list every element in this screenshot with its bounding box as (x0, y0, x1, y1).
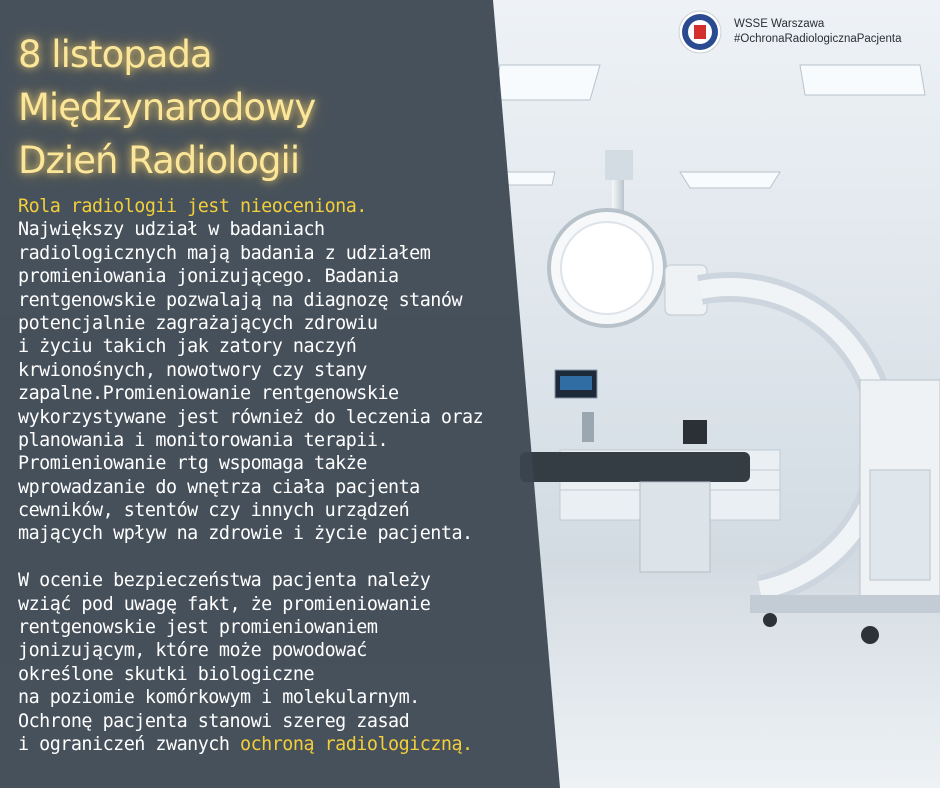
body-line: cewników, stentów czy innych urządzeń (18, 500, 410, 522)
radiation-protection-highlight: ochroną radiologiczną. (240, 733, 473, 755)
body-line: mających wpływ na zdrowie i życie pacjenta. (18, 523, 473, 545)
article-body (18, 195, 538, 756)
body-line: Promieniowanie rtg wspomaga także (18, 453, 367, 475)
body-line: Największy udział w badaniach (18, 219, 325, 241)
body-line: planowania i monitorowania terapii. (18, 429, 389, 451)
body-line: W ocenie bezpieczeństwa pacjenta należy (18, 570, 431, 592)
body-line: promieniowania jonizującego. Badania (18, 266, 399, 288)
headline (18, 28, 488, 187)
body-line: potencjalnie zagrażających zdrowiu (18, 312, 378, 334)
lead-sentence: Rola radiologii jest nieoceniona. (18, 196, 367, 217)
body-line: i życiu takich jak zatory naczyń (18, 336, 357, 358)
headline-line: Dzień Radiologii (18, 139, 300, 182)
body-line: rentgenowskie jest promieniowaniem (18, 617, 378, 639)
body-line: zapalne.Promieniowanie rentgenowskie (18, 383, 399, 405)
headline-line: Międzynarodowy (18, 86, 316, 129)
body-line: na poziomie komórkowym i molekularnym. (18, 687, 420, 709)
body-line: jonizującym, które może powodować (18, 640, 367, 662)
body-line: wykorzystywane jest również do leczenia oraz (18, 406, 484, 428)
closing-line (18, 733, 538, 756)
paragraph-gap (18, 546, 538, 569)
sanepid-logo (679, 11, 721, 53)
patient-table (520, 452, 750, 482)
body-line: Ochronę pacjenta stanowi szereg zasad (18, 710, 410, 732)
body-line: określone skutki biologiczne (18, 663, 315, 685)
closing-text: i ograniczeń zwanych (18, 733, 241, 755)
body-line: rentgenowskie pozwalają na diagnozę stanów (18, 289, 463, 311)
body-line: radiologicznych mają badania z udziałem (18, 242, 431, 264)
body-line: krwionośnych, nowotwory czy stany (18, 359, 367, 381)
hashtag: #OchronaRadiologicznaPacjenta (734, 33, 902, 45)
body-line: wziąć pod uwagę fakt, że promieniowanie (18, 593, 431, 615)
org-name: WSSE Warszawa (734, 18, 825, 30)
body-line: wprowadzanie do wnętrza ciała pacjenta (18, 476, 420, 498)
headline-line: 8 listopada (18, 33, 212, 76)
